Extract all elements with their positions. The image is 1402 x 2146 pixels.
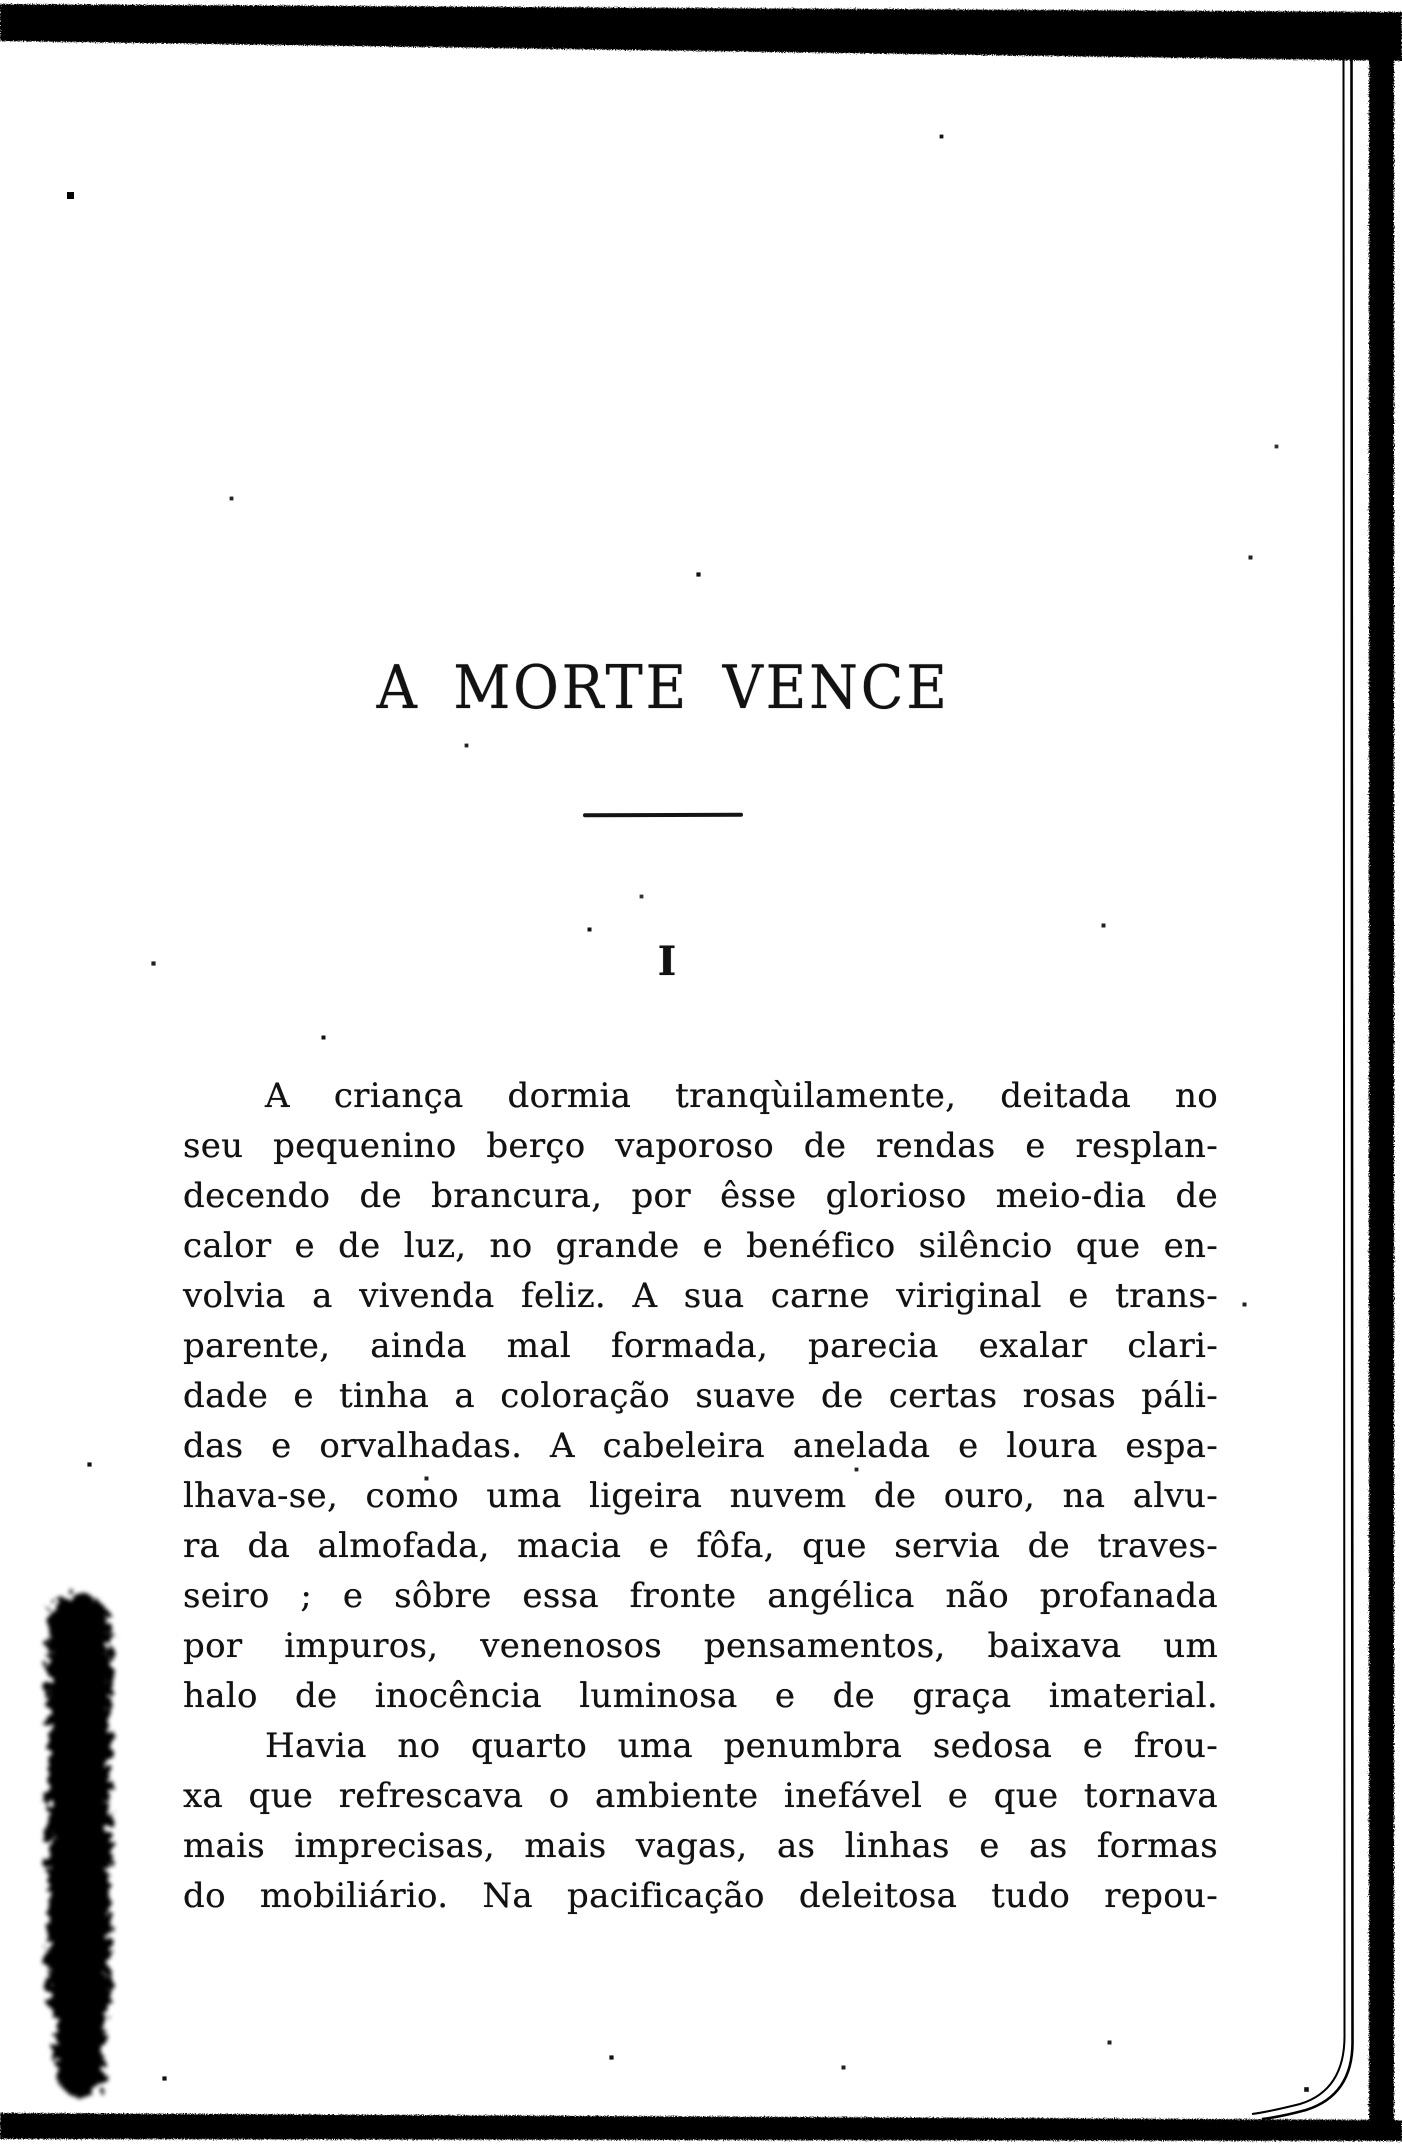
ink-smudge xyxy=(48,1594,110,2095)
text-line: calor e de luz, no grande e benéfico silêncio que en- xyxy=(183,1226,1218,1266)
title-divider-rule xyxy=(583,813,743,818)
scan-noise xyxy=(0,0,3,3)
text-line: seiro ; e sôbre essa fronte angélica não profanada xyxy=(183,1576,1218,1616)
text-line: ra da almofada, macia e fôfa, que servia de traves- xyxy=(183,1526,1218,1566)
text-line: A criança dormia tranqùilamente, deitada no xyxy=(265,1076,1218,1116)
text-line: parente, ainda mal formada, parecia exalar clari- xyxy=(183,1326,1218,1366)
text-line: dade e tinha a coloração suave de certas rosas páli- xyxy=(183,1376,1218,1416)
scan-bottom-edge xyxy=(0,2113,1402,2141)
text-line: mais imprecisas, mais vagas, as linhas e as formas xyxy=(183,1826,1218,1866)
text-line: do mobiliário. Na pacificação deleitosa tudo repou- xyxy=(183,1876,1218,1916)
scan-right-band xyxy=(1369,12,1394,2140)
text-line: seu pequenino berço vaporoso de rendas e resplan- xyxy=(183,1126,1218,1166)
text-line: halo de inocência luminosa e de graça imaterial. xyxy=(183,1676,1218,1716)
text-line: Havia no quarto uma penumbra sedosa e frou- xyxy=(265,1726,1218,1766)
text-line: decendo de brancura, por êsse glorioso meio-dia de xyxy=(183,1176,1218,1216)
text-line: das e orvalhadas. A cabeleira anelada e loura espa- xyxy=(183,1426,1218,1466)
text-line: por impuros, venenosos pensamentos, baixava um xyxy=(183,1626,1218,1666)
page-edge-line-inner xyxy=(1262,57,1353,2119)
chapter-title: A MORTE VENCE xyxy=(376,653,950,723)
body-text-block xyxy=(183,1071,1218,1921)
text-line: lhava-se, como uma ligeira nuvem de ouro, na alvu- xyxy=(183,1476,1218,1516)
page-edge-line-outer xyxy=(1252,57,1345,2114)
text-line: volvia a vivenda feliz. A sua carne viriginal e trans- xyxy=(183,1276,1218,1316)
scan-top-edge xyxy=(0,4,1402,61)
text-line: xa que refrescava o ambiente inefável e que tornava xyxy=(183,1776,1218,1816)
section-numeral-row xyxy=(0,938,1334,985)
section-numeral: I xyxy=(657,938,677,985)
chapter-title-row xyxy=(0,653,1326,723)
